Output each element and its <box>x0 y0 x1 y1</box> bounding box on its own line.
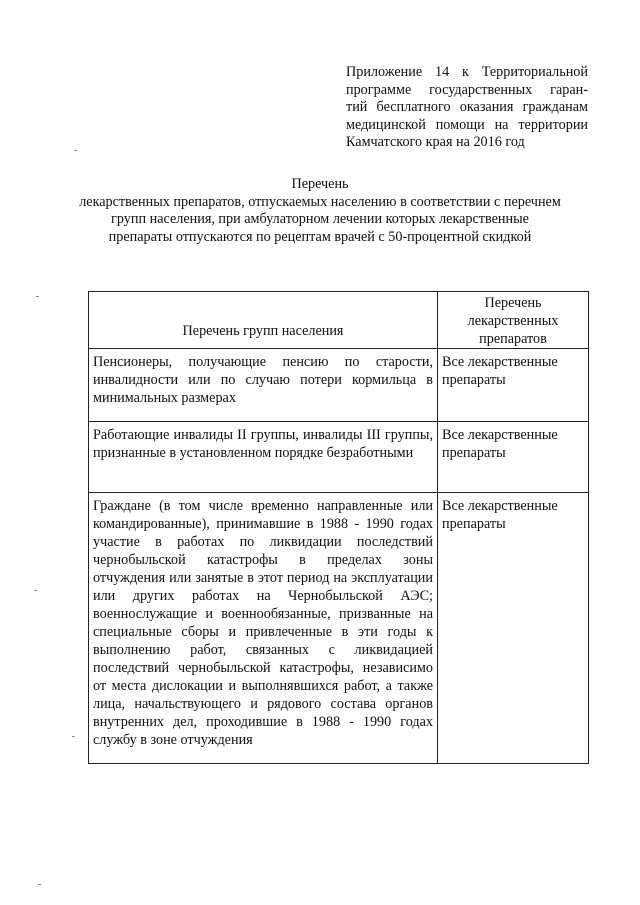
scan-speck <box>36 296 39 297</box>
appendix-line: программе государственных гаран- <box>346 81 588 98</box>
scan-speck <box>38 884 41 885</box>
cell-drugs: Все лекарственные препараты <box>438 349 589 422</box>
column-header-groups: Перечень групп населения <box>89 292 438 349</box>
scan-speck <box>74 150 77 151</box>
table-row <box>89 349 589 422</box>
document-heading <box>72 176 568 246</box>
heading-line: препараты отпускаются по рецептам врачей с 50-процентной скидкой <box>108 228 532 245</box>
heading-line: лекарственных препаратов, отпускаемых населению в соответствии с перечнем групп населения, при амбулаторном лечении которых лекарственные <box>79 193 561 228</box>
cell-group: Граждане (в том числе временно направленные или командированные), принимавшие в 1988 - 1990 годах участие в работах по ликвидации последствий чернобыльской катастрофы в пределах зоны отчуждения или занятые в этот период на эксплуатации или других работах на Чернобыльской АЭС; военнослужащие и военнообязанные, призванные на специальные сборы и привлеченные в эти годы к выполнению работ, связанных с ликвидацией последствий чернобыльской катастрофы, независимо от места дислокации и выполнявшихся работ, а также лица, начальствующего и рядового состава органов внутренних дел, проходившие в 1988 - 1990 годах службу в зоне отчуждения <box>89 493 438 764</box>
appendix-note <box>346 64 588 152</box>
drug-groups-table <box>88 291 589 764</box>
table-row <box>89 422 589 493</box>
cell-drugs: Все лекарственные препараты <box>438 493 589 764</box>
scan-speck <box>34 590 37 591</box>
appendix-line: Камчатского края на 2016 год <box>346 134 525 151</box>
column-header-drugs: Перечень лекарственных препаратов <box>438 292 589 349</box>
heading-title: Перечень <box>291 176 349 192</box>
table-row <box>89 493 589 764</box>
appendix-line: медицинской помощи на территории <box>346 116 588 133</box>
appendix-line: Приложение 14 к Территориальной <box>346 64 588 80</box>
cell-group: Пенсионеры, получающие пенсию по старости, инвалидности или по случаю потери кормильца в минимальных размерах <box>89 349 438 422</box>
scan-speck <box>72 736 75 737</box>
cell-group: Работающие инвалиды II группы, инвалиды III группы, признанные в установленном порядке безработными <box>89 422 438 493</box>
cell-drugs: Все лекарственные препараты <box>438 422 589 493</box>
appendix-line: тий бесплатного оказания гражданам <box>346 99 588 116</box>
table-header-row <box>89 292 589 349</box>
